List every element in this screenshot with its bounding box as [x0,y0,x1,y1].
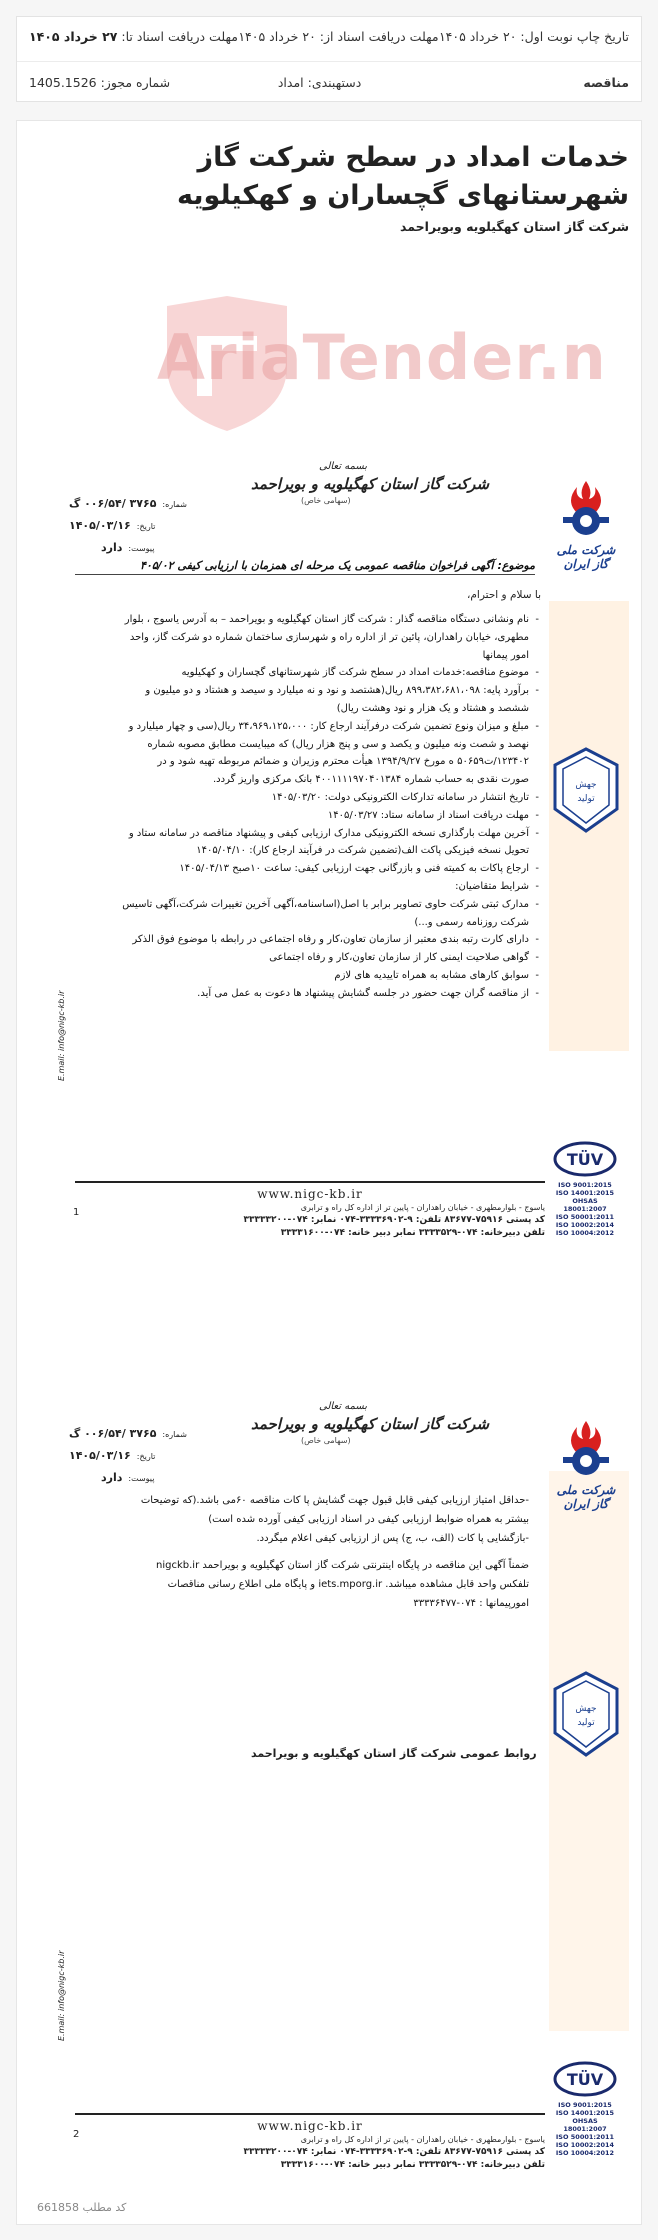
receive-to: مهلت دریافت اسناد تا: ۲۷ خرداد ۱۴۰۵ [29,29,238,44]
body-line: امورپیمانها : ۰۷۴-۳۳۳۳۶۴۷۷ [413,1598,529,1609]
body-line: - مبلغ و میزان ونوع تضمین شرکت درفرآیند ارجاع کار: ۳۴،۹۶۹،۱۲۵،۰۰۰ ریال(سی و چهار میلیارد و [71,718,539,736]
secretariat-phones: تلفن دبیرخانه: ۰۷۴-۳۳۳۳۵۲۹ نمابر دبیر خانه: ۰۷۴-۳۳۳۳۱۶۰۰ [280,1228,545,1238]
organization-name: شرکت گاز استان کهگیلویه وبویراحمد [400,219,629,234]
body-line: بیشتر به همراه ضوابط ارزیابی کیفی در اسناد ارزیابی کیفی آورده شده است) [208,1514,529,1525]
letter-attachment: پیوست:دارد [101,1471,155,1484]
body-line: - سوابق کارهای مشابه به همراه تاییدیه های لازم [71,967,539,985]
letter-body [71,1491,539,1613]
letter-number: شماره:۳۷۶۵ /۰۰۶/۵۴ گ [69,497,187,510]
body-line: ضمناً آگهی این مناقصه در پایگاه اینترنتی شرکت گاز استان کهگیلویه و بویراحمد nigckb.ir [156,1560,529,1571]
page-number: 1 [73,1207,80,1218]
company-type: (سهامی خاص) [301,1436,351,1445]
body-line: امور پیمانها [482,649,529,661]
website-url: www.nigc-kb.ir [257,2119,363,2133]
public-relations-signature: روابط عمومی شرکت گاز استان کهگیلویه و بویراحمد [251,1747,537,1760]
watermark-text: AriaTender.n [157,321,607,394]
category: دستهبندی: امداد [277,75,362,90]
body-line: - برآورد پایه: ۸۹۹،۳۸۲،۶۸۱،۰۹۸ ریال(هشتصد و نود و نه میلیارد و سیصد و هشتاد و دو میلیون و [71,682,539,700]
body-line: شرکت روزنامه رسمی و...) [414,916,529,928]
body-line: - مدارک ثبتی شرکت حاوی تصاویر برابر با اصل(اساسنامه،آگهی آخرین تغییرات شرکت،آگهی تاسیس [71,896,539,914]
letter-attachment: پیوست:دارد [101,541,155,554]
body-line: - مهلت دریافت اسناد از سامانه ستاد: ۱۴۰۵/۰۳/۲۷ [71,807,539,825]
letter-page-2 [57,1391,631,2211]
greeting: با سلام و احترام، [467,589,541,601]
bismillah: بسمه تعالی [319,461,368,472]
letter-footer [75,1181,545,1238]
email-vertical: E.mail: info@nigc-kb.ir [57,1951,66,2042]
gas-company-logo: شرکت ملی گاز ایران [549,477,623,571]
production-leap-emblem-icon [553,1671,619,1757]
content-card [16,120,642,2225]
phone-numbers: کد پستی ۷۵۹۱۶-۸۳۶۷۷ تلفن: ۹-۳۳۳۳۶۹۰۲-۰۷۴ نمابر: ۰۷۴-۳۳۳۳۳۲۰۰ [243,1215,545,1225]
flame-logo-icon [549,1417,623,1477]
body-line: -بازگشایی پا کات (الف، ب، ج) پس از ارزیابی کیفی اعلام میگردد. [256,1533,529,1544]
receive-from: مهلت دریافت اسناد از: ۲۰ خرداد ۱۴۰۵ [238,29,439,44]
address: یاسوج - بلوارمطهری - خیابان راهداران - پایین تر از اداره کل راه و ترابری [300,1203,545,1212]
tender-type: مناقصه [583,75,629,90]
tuv-logo-icon [553,1141,617,1177]
website-url: www.nigc-kb.ir [257,1187,363,1201]
tuv-logo-icon [553,2061,617,2097]
body-line: ۱۲۳۴۰۲/ت۵۰۶۵۹ ه مورخ ۱۳۹۴/۹/۲۷ هیأت محترم وزیران و ضمائم مربوطه تهیه شود و در [157,756,529,768]
body-line: صورت نقدی به حساب شماره ۴۰۰۱۱۱۱۹۷۰۴۰۱۳۸۴ بانک مرکزی واریز گردد. [213,774,529,786]
page-title: خدمات امداد در سطح شرکت گاز شهرستانهای گچساران و کهکیلویه [176,142,629,211]
body-line: نهصد و شصت ونه میلیون و یکصد و سی و پنج هزار ریال) که میبایست مطابق مصوبه شماره [147,738,529,750]
body-line: - گواهی صلاحیت ایمنی کار از سازمان تعاون،کار و رفاه اجتماعی [71,949,539,967]
gas-company-logo: شرکت ملی گاز ایران [549,1417,623,1511]
svg-text:تولید: تولید [577,794,595,804]
divider [17,61,641,62]
body-line: - ارجاع پاکات به کمیته فنی و بازرگانی جهت ارزیابی کیفی: ساعت ۱۰صبح ۱۴۰۵/۰۴/۱۳ [71,860,539,878]
secretariat-phones: تلفن دبیرخانه: ۰۷۴-۳۳۳۳۵۲۹ نمابر دبیر خانه: ۰۷۴-۳۳۳۳۱۶۰۰ [280,2160,545,2170]
svg-text:تولید: تولید [577,1718,595,1728]
letter-page-1 [57,451,631,1279]
tuv-certification: TÜV ISO 9001:2015 ISO 14001:2015 OHSAS 18001:2007 ISO 50001:2011 ISO 10002:2014 ISO 10004:2012 [553,2061,617,2157]
flame-logo-icon [549,477,623,537]
body-line: - شرایط متقاضیان: [71,878,539,896]
phone-numbers: کد پستی ۷۵۹۱۶-۸۳۶۷۷ تلفن: ۹-۳۳۳۳۶۹۰۲-۰۷۴ نمابر: ۰۷۴-۳۳۳۳۳۲۰۰ [243,2147,545,2157]
production-leap-emblem-icon [553,747,619,833]
body-line: - از مناقصه گران جهت حضور در جلسه گشایش پیشنهاد ها دعوت به عمل می آید. [71,985,539,1003]
email-vertical: E.mail: info@nigc-kb.ir [57,991,66,1082]
tender-info-box [16,16,642,102]
letter-footer [75,2113,545,2170]
body-line: ششصد و هشتاد و یک هزار و نود وهشت ریال) [336,702,529,714]
svg-text:جهش: جهش [575,780,597,790]
letter-date: تاریخ:۱۴۰۵/۰۳/۱۶ [69,1449,156,1462]
company-type: (سهامی خاص) [301,496,351,505]
body-line: - موضوع مناقصه:خدمات امداد در سطح شرکت گاز شهرستانهای گچساران و کهکیلویه [71,664,539,682]
body-line: -حداقل امتیاز ارزیابی کیفی قابل قبول جهت گشایش پا کات مناقصه ۶۰می باشد.(که توضیحات [140,1495,529,1506]
body-line: تلفکس واحد قابل مشاهده میباشد. iets.mporg.ir و پایگاه ملی اطلاع رسانی مناقصات [167,1579,529,1590]
tuv-certification: TÜV ISO 9001:2015 ISO 14001:2015 OHSAS 18001:2007 ISO 50001:2011 ISO 10002:2014 ISO 10004:2012 [553,1141,617,1237]
print-date: تاریخ چاپ نوبت اول: ۲۰ خرداد ۱۴۰۵ [438,29,629,44]
svg-text:TÜV: TÜV [566,2070,604,2089]
letter-company-name: شرکت گاز استان کهگیلویه و بویراحمد [251,1415,490,1433]
body-line: مطهری، خیابان راهداران، پائین تر از اداره راه و شهرسازی ساختمان شماره دو شرکت گاز، واحد [129,631,529,643]
body-line: - نام ونشانی دستگاه مناقصه گذار : شرکت گاز استان کهگیلویه و بویراحمد – به آدرس یاسوج ، بلوار [71,611,539,629]
license-number: شماره مجوز: 1405.1526 [29,75,171,90]
svg-text:جهش: جهش [575,1704,597,1714]
body-line: - دارای کارت رتبه بندی معتبر از سازمان تعاون،کار و رفاه اجتماعی در رابطه با موضوع فوق الذکر [71,931,539,949]
bismillah: بسمه تعالی [319,1401,368,1412]
body-line: تحویل نسخه فیزیکی پاکت الف(تضمین شرکت در فرآیند ارجاع کار): ۱۴۰۵/۰۴/۱۰ [196,845,529,857]
content-code: کد مطلب 661858 [37,2201,127,2214]
svg-text:TÜV: TÜV [566,1150,604,1169]
body-line: - تاریخ انتشار در سامانه تدارکات الکترونیکی دولت: ۱۴۰۵/۰۳/۲۰ [71,789,539,807]
address: یاسوج - بلوارمطهری - خیابان راهداران - پایین تر از اداره کل راه و ترابری [300,2135,545,2144]
letter-subject: موضوع: آگهی فراخوان مناقصه عمومی یک مرحله ای همزمان با ارزیابی کیفی ۴۰۵/۰۲ [75,559,535,575]
page-number: 2 [73,2129,80,2140]
letter-date: تاریخ:۱۴۰۵/۰۳/۱۶ [69,519,156,532]
letter-body [71,611,539,1003]
letter-company-name: شرکت گاز استان کهگیلویه و بویراحمد [251,475,490,493]
body-line: - آخرین مهلت بارگذاری نسخه الکترونیکی مدارک ارزیابی کیفی و پیشنهاد مناقصه در سامانه ستاد و [71,825,539,843]
letter-number: شماره:۳۷۶۵ /۰۰۶/۵۴ گ [69,1427,187,1440]
